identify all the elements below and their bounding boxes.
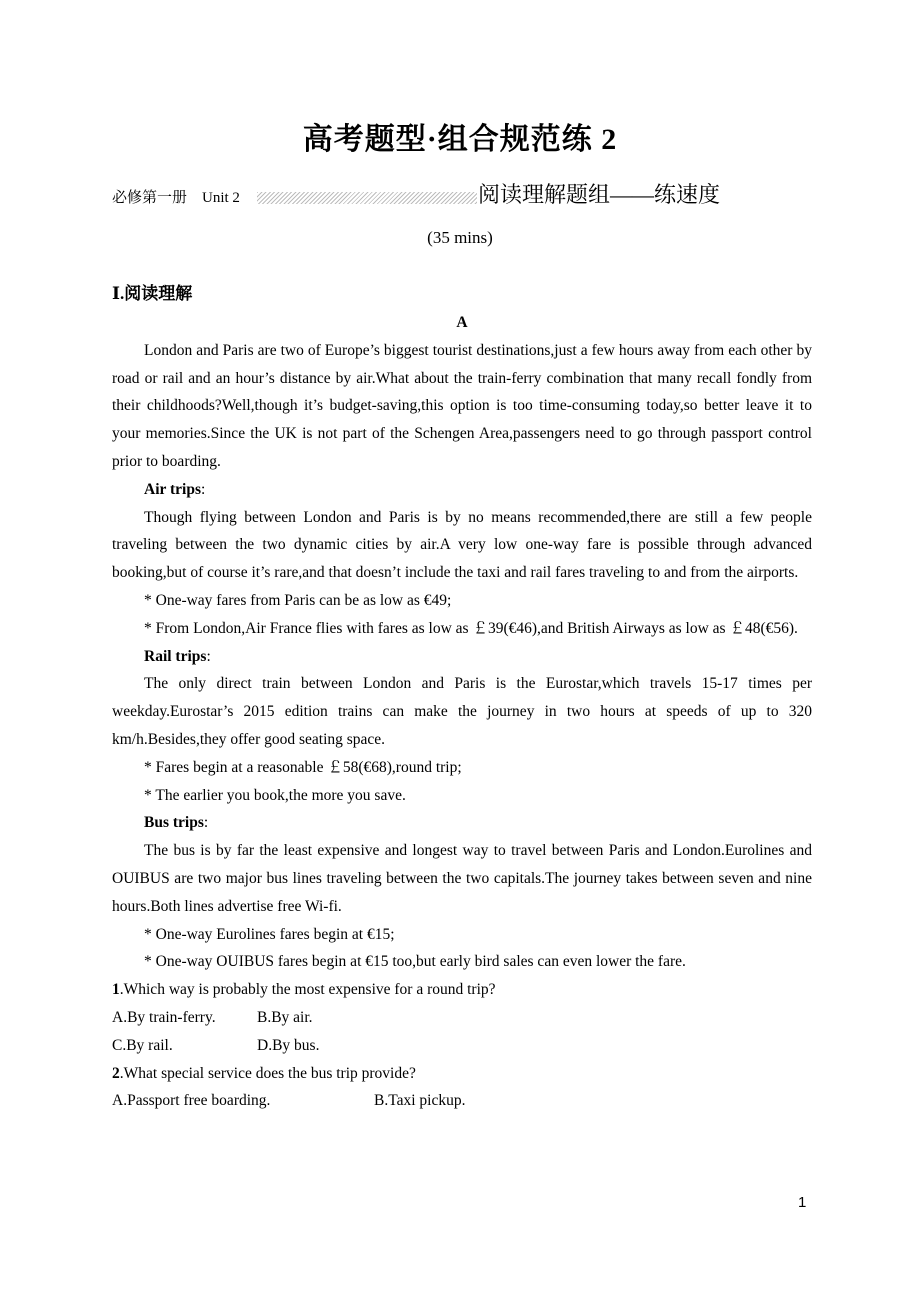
rail-bullet-1: * Fares begin at a reasonable ￡58(€68),round trip; (144, 758, 462, 776)
subtitle-bar (112, 180, 812, 212)
subtitle-topic: 阅读理解题组——练速度 (478, 182, 721, 207)
rail-paragraph: The only direct train between London and Paris is the Eurostar,which travels 15-17 times per weekday.Eurostar’s 2015 edition trains can make the journey in two hours at speeds of up to 320 km/h.Besides,they offer good seating space. (112, 675, 812, 748)
question-number: 1 (112, 981, 120, 999)
air-paragraph: Though flying between London and Paris is by no means recommended,there are still a few people traveling between the two dynamic cities by air.A very low one-way fare is possible through advanced booking,but of course it’s rare,and that doesn’t include the taxi and rail fares traveling to and from the airports. (112, 508, 812, 582)
question-text: .Which way is probably the most expensive for a round trip? (119, 981, 496, 999)
option-b[interactable]: B.By air. (257, 1008, 313, 1026)
rail-bullet-2: * The earlier you book,the more you save. (144, 786, 406, 804)
bus-paragraph: The bus is by far the least expensive and longest way to travel between Paris and London.Eurolines and OUIBUS are two major bus lines traveling between the two capitals.The journey takes between seven and nine hours.Both lines advertise free Wi-fi. (112, 842, 812, 915)
bus-bullet-2: * One-way OUIBUS fares begin at €15 too,but early bird sales can even lower the fare. (144, 953, 686, 971)
option-a[interactable]: A.Passport free boarding. (112, 1092, 271, 1110)
passage-label: A (456, 314, 468, 331)
bus-heading (112, 809, 812, 837)
air-bullet-2: * From London,Air France flies with fares as low as ￡39(€46),and British Airways as low as ￡48(€56). (144, 619, 798, 637)
passage-body (112, 309, 812, 1115)
rail-heading-colon: : (206, 647, 211, 665)
question-number: 2 (112, 1064, 120, 1082)
question-text: .What special service does the bus trip provide? (119, 1064, 416, 1082)
bus-heading-colon: : (203, 814, 209, 832)
rail-heading-text: Rail trips (144, 647, 207, 665)
option-d[interactable]: D.By bus. (257, 1036, 320, 1054)
page-title: 高考题型·组合规范练 2 (302, 123, 618, 156)
question-2-options-row-1 (112, 1087, 812, 1115)
air-heading-text: Air trips (144, 480, 201, 498)
hatched-divider (257, 192, 477, 204)
page-number: 1 (798, 1194, 807, 1211)
option-b[interactable]: B.Taxi pickup. (374, 1092, 466, 1110)
rail-heading (112, 643, 812, 671)
air-heading (112, 476, 812, 504)
section-heading: Ⅰ.阅读理解 (112, 284, 193, 303)
air-heading-colon: : (200, 480, 206, 498)
air-bullet-1: * One-way fares from Paris can be as low as €49; (144, 591, 452, 609)
question-1-options-row-1 (112, 1004, 812, 1032)
bus-bullet-1: * One-way Eurolines fares begin at €15; (144, 925, 395, 943)
intro-paragraph: London and Paris are two of Europe’s biggest tourist destinations,just a few hours away from each other by road or rail and an hour’s distance by air.What about the train-ferry combination that many recall fondly from their childhoods?Well,though it’s budget-saving,this option is too time-consuming today,so better leave it to your memories.Since the UK is not part of the Schengen Area,passengers need to go through passport control prior to boarding. (112, 341, 812, 470)
option-a[interactable]: A.By train-ferry. (112, 1008, 216, 1026)
time-limit: (35 mins) (427, 228, 493, 247)
subtitle-unit: 必修第一册 Unit 2 (112, 190, 240, 206)
bus-heading-text: Bus trips (144, 814, 204, 832)
question-1-options-row-2 (112, 1032, 812, 1060)
option-c[interactable]: C.By rail. (112, 1036, 173, 1054)
question-2 (112, 1060, 812, 1088)
question-1 (112, 976, 812, 1004)
